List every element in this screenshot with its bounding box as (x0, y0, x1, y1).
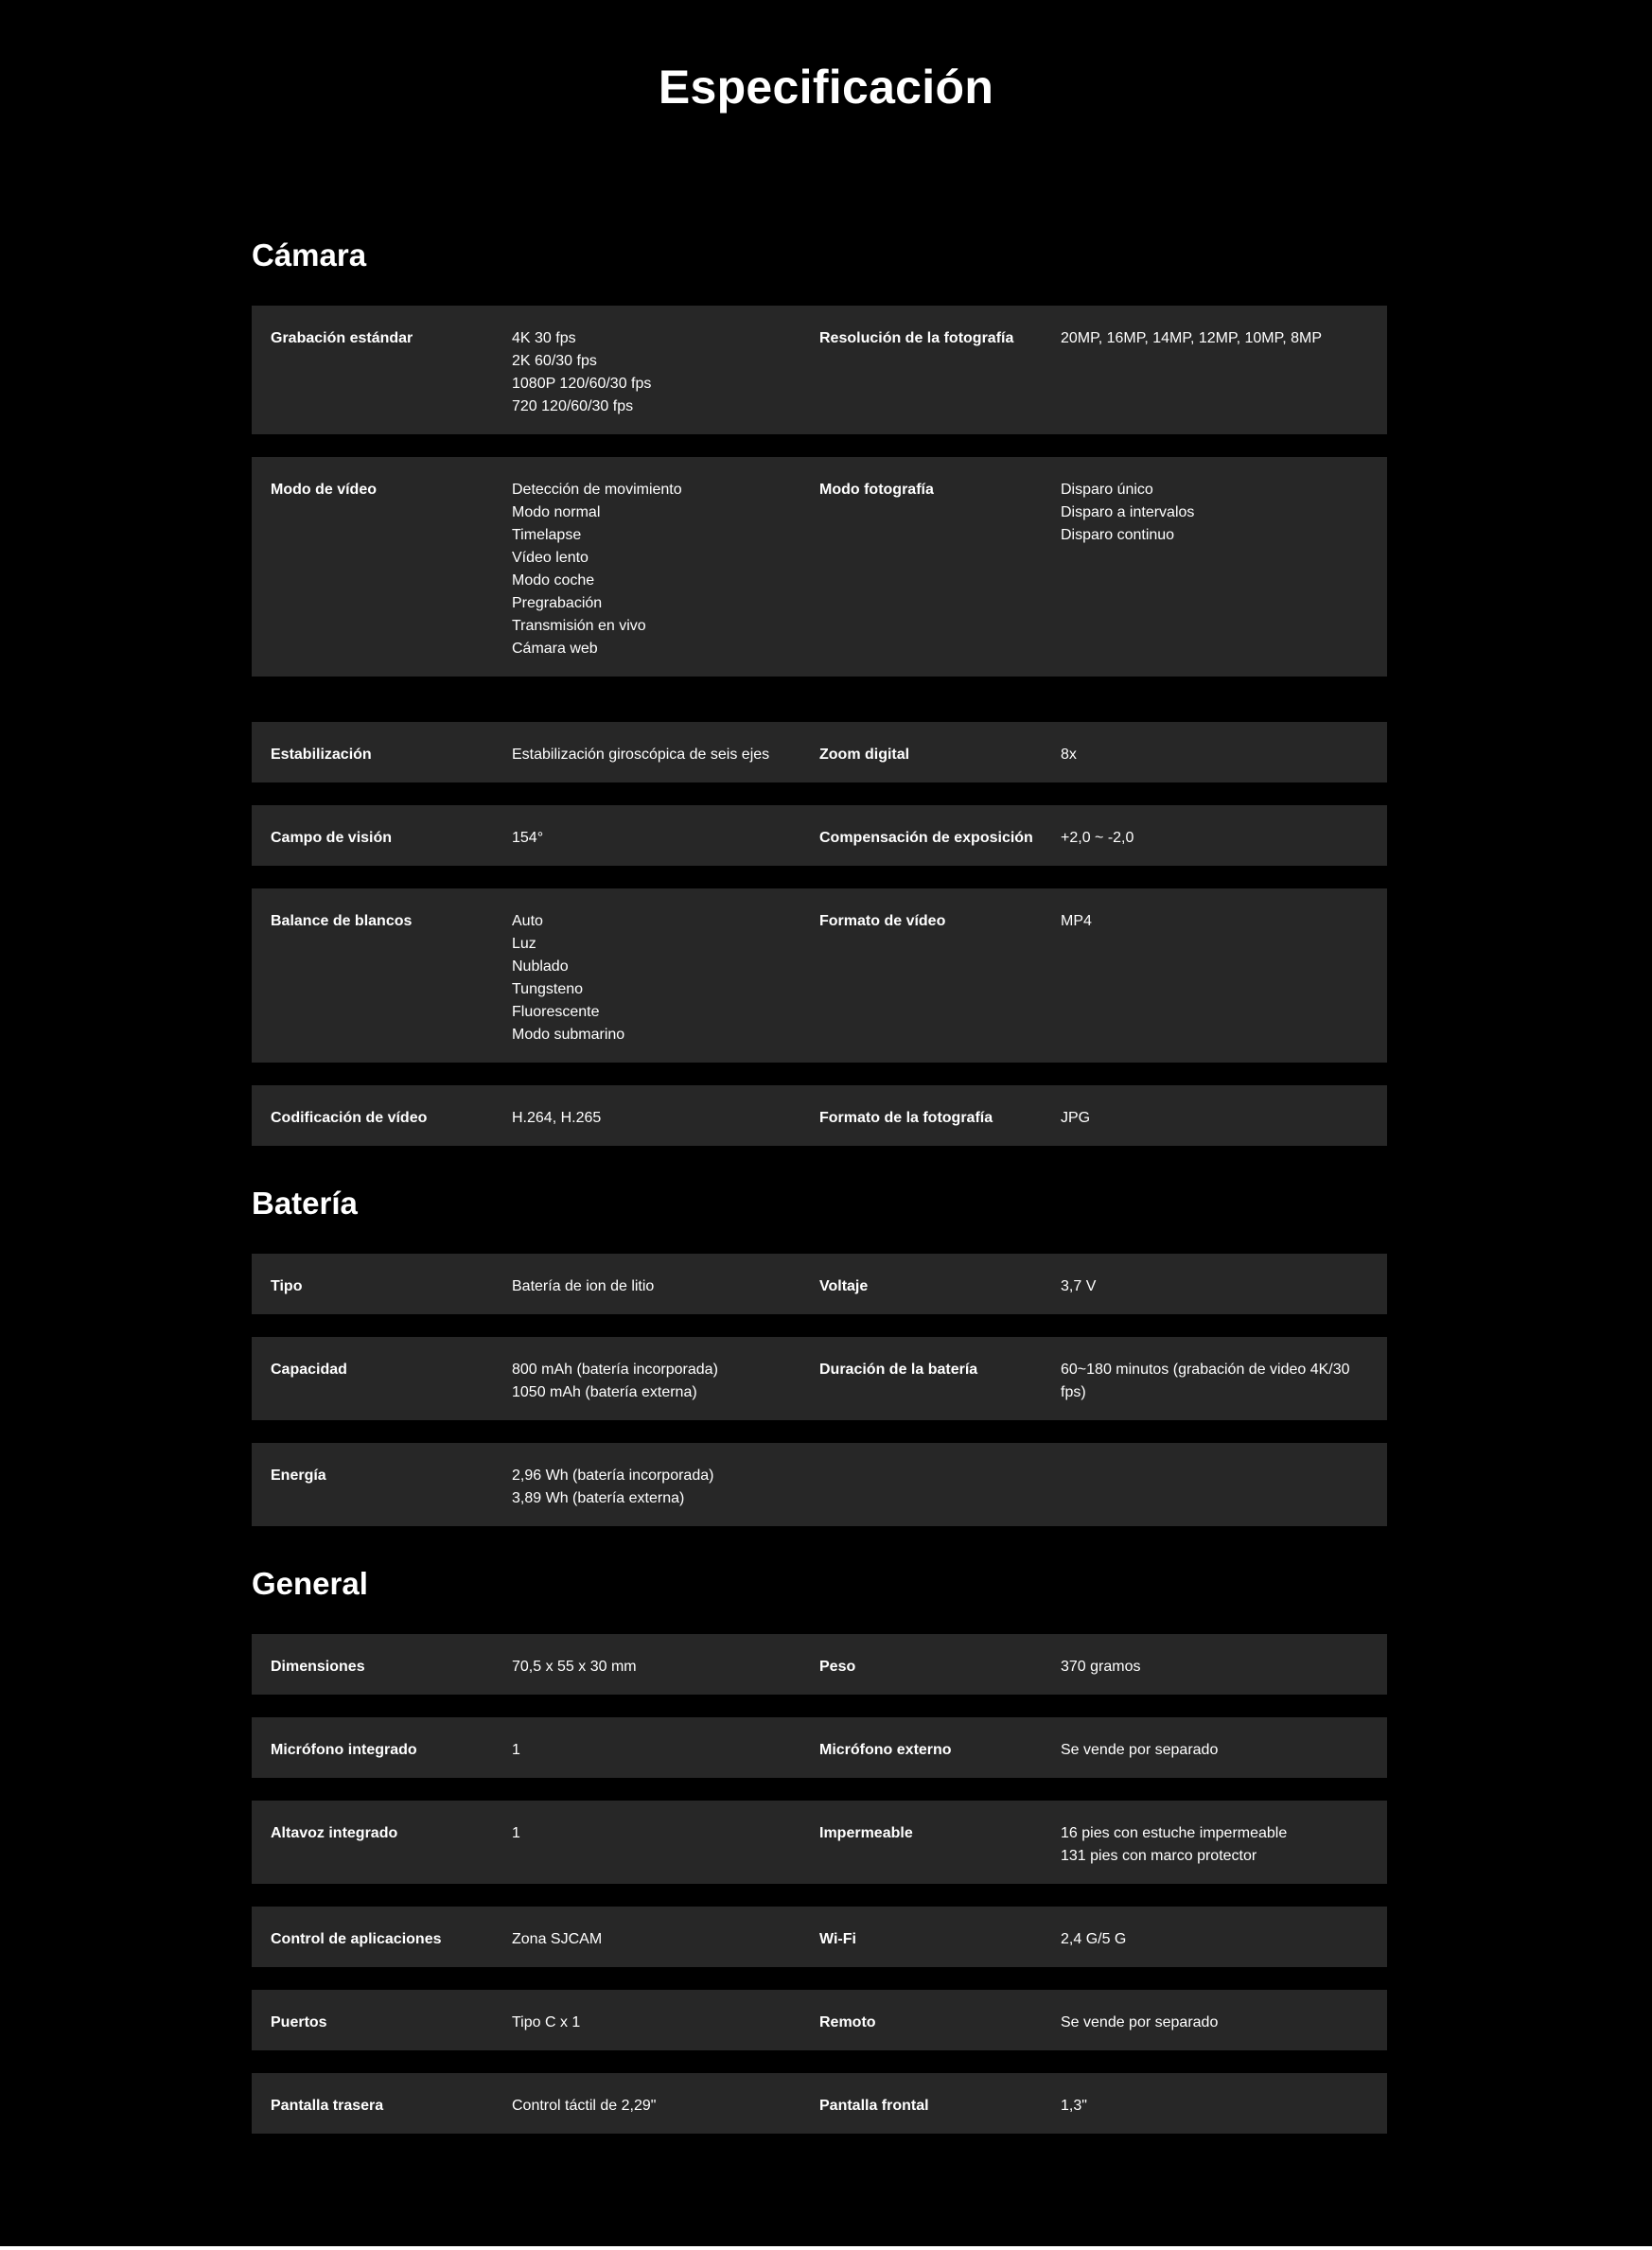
spec-value (512, 1822, 815, 1845)
spec-label: Impermeable (819, 1825, 913, 1841)
spec-value (1061, 827, 1363, 850)
spec-value (1061, 1928, 1363, 1951)
spec-value-line: 3,7 V (1061, 1278, 1097, 1294)
spec-value-line: Tungsteno (512, 981, 584, 997)
spec-value-line: 131 pies con marco protector (1061, 1848, 1257, 1864)
spec-value-line: 800 mAh (batería incorporada) (512, 1362, 718, 1378)
spec-row (252, 1801, 1387, 1884)
spec-row (252, 1990, 1387, 2050)
spec-row (252, 1085, 1387, 1146)
spec-label: Pantalla trasera (271, 2098, 384, 2114)
spec-value-line: 8x (1061, 747, 1077, 763)
spec-row (252, 888, 1387, 1063)
spec-value-line: Detección de movimiento (512, 482, 682, 498)
bottom-divider (0, 2246, 1652, 2250)
spec-value-line: Control táctil de 2,29" (512, 2098, 657, 2114)
spec-value-line: Cámara web (512, 641, 598, 657)
spec-value-line: Tipo C x 1 (512, 2014, 581, 2030)
spec-label: Compensación de exposición (819, 830, 1033, 846)
spec-value (512, 744, 815, 766)
spec-value-line: 1 (512, 1742, 520, 1758)
spec-label: Altavoz integrado (271, 1825, 398, 1841)
spec-row (252, 1337, 1387, 1420)
spec-value-line: 60~180 minutos (grabación de video 4K/30 (1061, 1362, 1350, 1378)
spec-value-line: 154° (512, 830, 544, 846)
spec-value-line: 3,89 Wh (batería externa) (512, 1490, 685, 1506)
spec-value-line: 1 (512, 1825, 520, 1841)
spec-row (252, 1907, 1387, 1967)
spec-value-line: 2,96 Wh (batería incorporada) (512, 1468, 714, 1484)
spec-value-line: Modo coche (512, 572, 595, 589)
spec-value-line: +2,0 ~ -2,0 (1061, 830, 1134, 846)
spec-label: Remoto (819, 2014, 876, 2030)
spec-value (512, 910, 815, 1046)
spec-value-line: Timelapse (512, 527, 582, 543)
spec-value-line: 1050 mAh (batería externa) (512, 1384, 697, 1400)
spec-value (512, 479, 815, 660)
spec-label: Codificación de vídeo (271, 1110, 428, 1126)
section-title-general: General (252, 1566, 368, 1601)
spec-label: Voltaje (819, 1278, 869, 1294)
spec-value-line: 70,5 x 55 x 30 mm (512, 1659, 637, 1675)
spec-value-line: 2K 60/30 fps (512, 353, 597, 369)
spec-row (252, 1634, 1387, 1695)
spec-value-line: Batería de ion de litio (512, 1278, 655, 1294)
page-title: Especificación (658, 61, 994, 114)
spec-value-line: 2,4 G/5 G (1061, 1931, 1127, 1947)
spec-label: Modo fotografía (819, 482, 934, 498)
spec-row (252, 457, 1387, 677)
spec-row (252, 1254, 1387, 1314)
spec-label: Capacidad (271, 1362, 347, 1378)
spec-value (1061, 744, 1363, 766)
spec-label: Formato de vídeo (819, 913, 946, 929)
spec-value-line: Modo submarino (512, 1027, 625, 1043)
spec-label: Campo de visión (271, 830, 393, 846)
spec-value-line: Se vende por separado (1061, 1742, 1219, 1758)
spec-label: Grabación estándar (271, 330, 413, 346)
spec-value (512, 327, 815, 418)
spec-value-line: Luz (512, 936, 536, 952)
spec-label: Duración de la batería (819, 1362, 978, 1378)
spec-value-line: 1080P 120/60/30 fps (512, 376, 652, 392)
spec-label: Tipo (271, 1278, 303, 1294)
spec-value-line: JPG (1061, 1110, 1091, 1126)
spec-label: Estabilización (271, 747, 372, 763)
spec-value (1061, 479, 1363, 547)
spec-value-line: H.264, H.265 (512, 1110, 602, 1126)
spec-label: Wi-Fi (819, 1931, 856, 1947)
spec-value (512, 1739, 815, 1762)
spec-value-line: Transmisión en vivo (512, 618, 646, 634)
spec-row (252, 805, 1387, 866)
spec-value (512, 1275, 815, 1298)
spec-value (1061, 1107, 1363, 1130)
spec-value (512, 1107, 815, 1130)
spec-label: Energía (271, 1468, 326, 1484)
spec-label: Formato de la fotografía (819, 1110, 993, 1126)
spec-label: Modo de vídeo (271, 482, 377, 498)
spec-value (1061, 1656, 1363, 1679)
spec-row (252, 306, 1387, 434)
spec-value (1061, 1275, 1363, 1298)
spec-value-line: Zona SJCAM (512, 1931, 603, 1947)
spec-label: Balance de blancos (271, 913, 413, 929)
spec-value-line: Se vende por separado (1061, 2014, 1219, 2030)
spec-value-line: Disparo continuo (1061, 527, 1175, 543)
spec-value-line: 20MP, 16MP, 14MP, 12MP, 10MP, 8MP (1061, 330, 1323, 346)
spec-value-line: Vídeo lento (512, 550, 589, 566)
spec-value (512, 1359, 815, 1404)
section-title-battery: Batería (252, 1186, 358, 1221)
spec-value (1061, 1359, 1363, 1404)
spec-value (1061, 910, 1363, 933)
spec-label: Control de aplicaciones (271, 1931, 442, 1947)
spec-row (252, 2073, 1387, 2134)
spec-label: Zoom digital (819, 747, 910, 763)
section-title-camera: Cámara (252, 237, 367, 272)
spec-label: Micrófono integrado (271, 1742, 417, 1758)
spec-value (1061, 2095, 1363, 2118)
spec-value (512, 2095, 815, 2118)
spec-value-line: Auto (512, 913, 543, 929)
spec-label: Puertos (271, 2014, 327, 2030)
spec-value-line: Estabilización giroscópica de seis ejes (512, 747, 770, 763)
spec-label: Resolución de la fotografía (819, 330, 1014, 346)
spec-label: Micrófono externo (819, 1742, 952, 1758)
spec-value-line: fps) (1061, 1384, 1086, 1400)
spec-value (512, 1928, 815, 1951)
spec-value-line: Pregrabación (512, 595, 603, 611)
spec-value-line: Fluorescente (512, 1004, 600, 1020)
spec-value-line: Modo normal (512, 504, 601, 520)
spec-label: Peso (819, 1659, 856, 1675)
spec-row (252, 1443, 1387, 1526)
spec-value (1061, 327, 1363, 350)
spec-value-line: Disparo único (1061, 482, 1153, 498)
spec-value-line: 1,3" (1061, 2098, 1087, 2114)
spec-value-line: 370 gramos (1061, 1659, 1141, 1675)
spec-value (1061, 1822, 1363, 1868)
spec-value (512, 2012, 815, 2034)
spec-value-line: Disparo a intervalos (1061, 504, 1195, 520)
spec-value-line: 720 120/60/30 fps (512, 398, 634, 414)
spec-value-line: 4K 30 fps (512, 330, 576, 346)
spec-label: Dimensiones (271, 1659, 365, 1675)
spec-row (252, 1717, 1387, 1778)
spec-value (1061, 2012, 1363, 2034)
spec-value (512, 827, 815, 850)
spec-value (512, 1465, 815, 1510)
spec-value (512, 1656, 815, 1679)
spec-value-line: Nublado (512, 958, 569, 975)
spec-label: Pantalla frontal (819, 2098, 929, 2114)
spec-row (252, 722, 1387, 782)
spec-value-line: 16 pies con estuche impermeable (1061, 1825, 1288, 1841)
spec-value (1061, 1739, 1363, 1762)
spec-value-line: MP4 (1061, 913, 1092, 929)
